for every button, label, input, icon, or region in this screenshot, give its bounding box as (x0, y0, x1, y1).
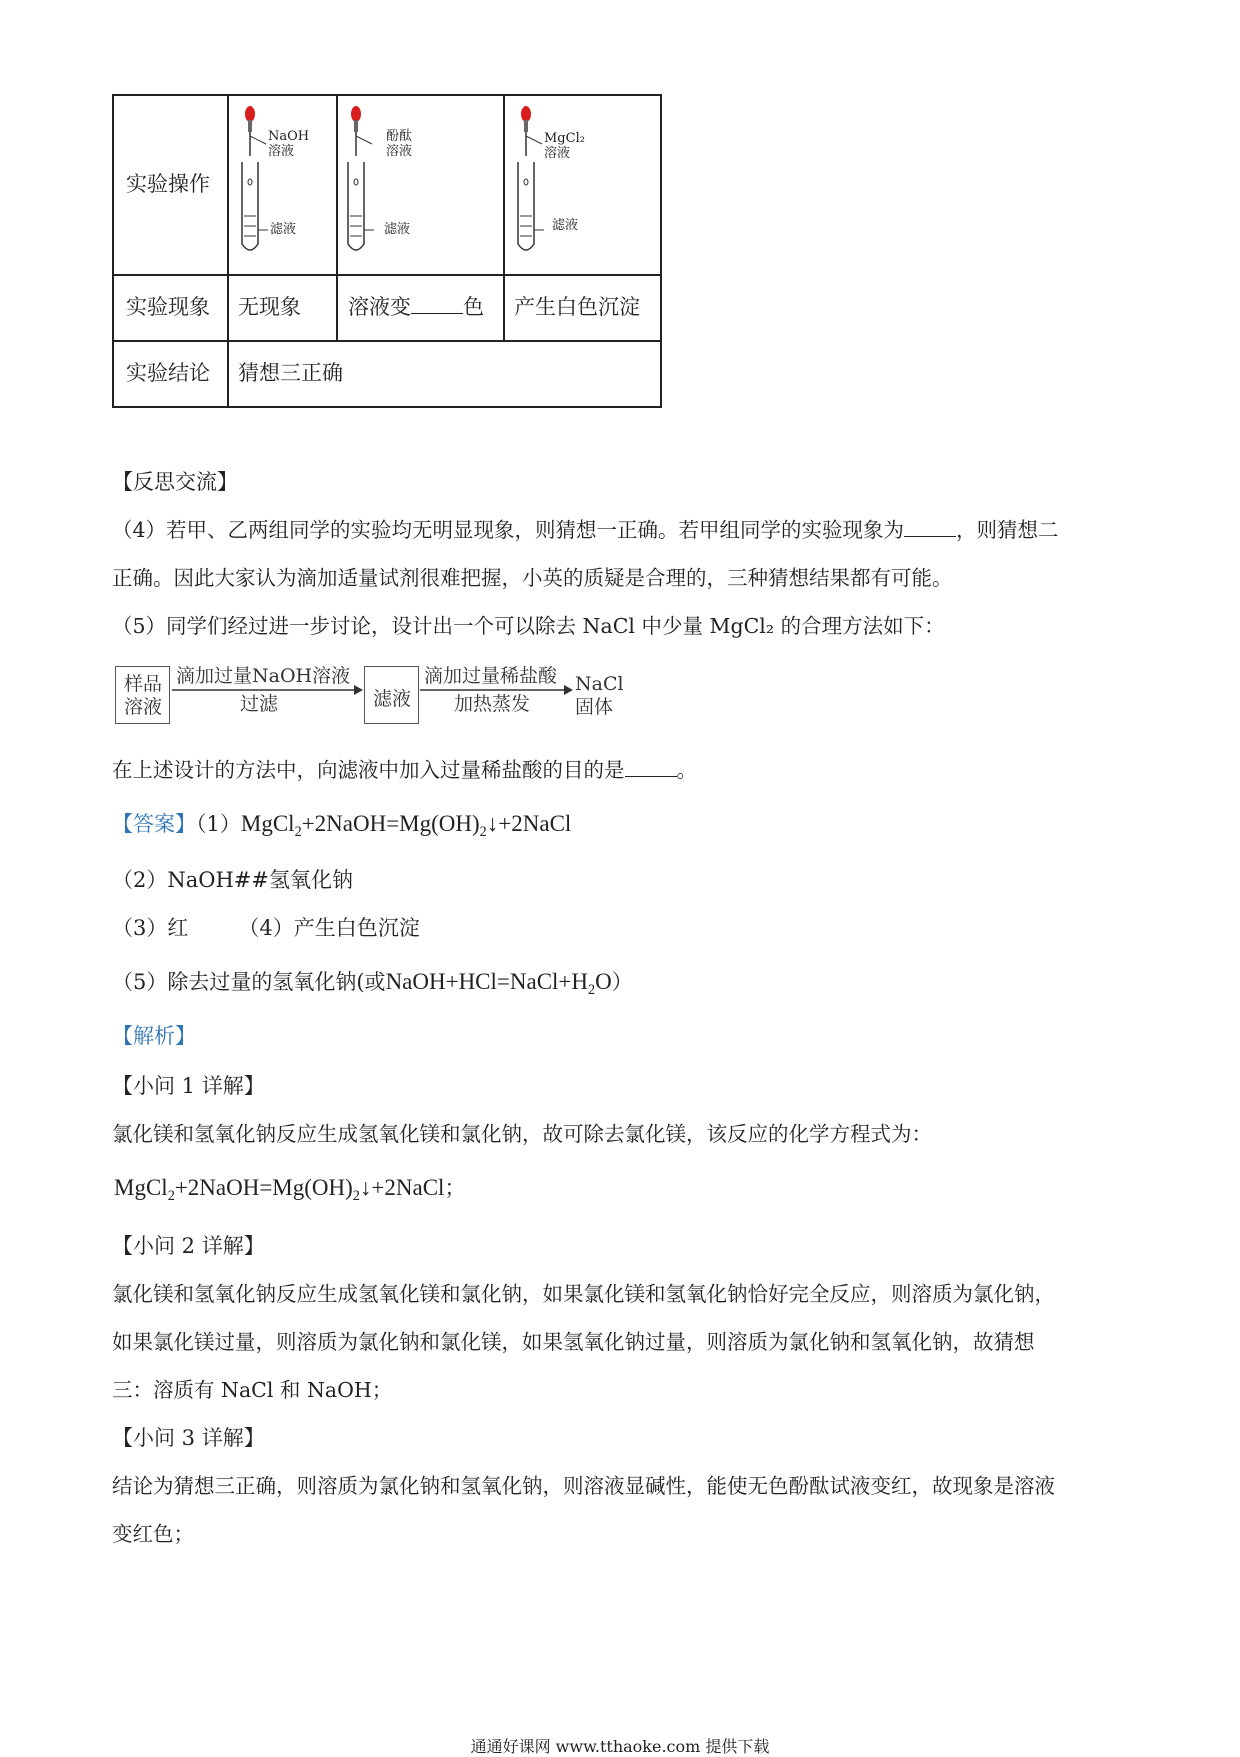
flow-product: NaCl 固体 (575, 673, 624, 718)
sub-question-2-line-2: 如果氯化镁过量，则溶质为氯化钠和氯化镁，如果氢氧化钠过量，则溶质为氯化钠和氢氧化钠，故猜想 (112, 1330, 1035, 1354)
tube2-filtrate-label: 滤液 (384, 222, 411, 237)
dropper-tube-icon (236, 104, 276, 264)
row-label-operation: 实验操作 (126, 172, 210, 196)
phenomenon-col2: 溶液变 色 (348, 295, 484, 319)
answer-line-1: 【答案】$(1)MgCl_2+2NaOH=Mg(OH)_2↓+2NaCl$ (112, 811, 572, 840)
row-label-phenomenon: 实验现象 (126, 295, 210, 319)
answer-label: 【答案】 (112, 812, 196, 836)
arrow-right-icon (172, 684, 364, 696)
sub-question-1-formula: $MgCl_2+2NaOH=Mg(OH)_2↓+2NaCl$； (114, 1175, 466, 1204)
flow-step1-bottom: 过滤 (240, 693, 279, 715)
flow-step1-top: 滴加过量NaOH溶液 (176, 665, 351, 687)
question-4-line-2: 正确。因此大家认为滴加适量试剂很难把握，小英的质疑是合理的，三种猜想结果都有可能。 (112, 566, 953, 590)
question-5-line: （5）同学们经过进一步讨论，设计出一个可以除去 NaCl 中少量 MgCl₂ 的合理方法如下： (112, 614, 945, 638)
answer-line-2: （2）NaOH##氢氧化钠 (112, 868, 353, 892)
experiment-table (112, 94, 662, 408)
sub-question-1-heading: 【小问 1 详解】 (112, 1074, 265, 1098)
flow-step2-bottom: 加热蒸发 (454, 693, 531, 715)
tube1-filtrate-label: 滤液 (270, 222, 297, 237)
flow-filtrate-box: 滤液 (364, 666, 419, 724)
answer-line-5: （5）除去过量的氢氧化钠(或$NaOH+HCl=NaCl+H_2O$） (112, 969, 633, 998)
sub-question-3-heading: 【小问 3 详解】 (112, 1426, 265, 1450)
answer-line-3: （3）红 （4）产生白色沉淀 (112, 916, 420, 940)
tube2-reagent: 酚酞 溶液 (386, 129, 413, 159)
tube3-filtrate-label: 滤液 (552, 218, 579, 233)
dropper-tube-icon (512, 104, 552, 264)
analysis-label: 【解析】 (112, 1024, 196, 1048)
flow-sample-box: 样品 溶液 (115, 666, 170, 724)
reflection-heading: 【反思交流】 (112, 470, 238, 494)
footer-download-note: 通通好课网 www.tthaoke.com 提供下载 (470, 1737, 770, 1756)
tube1-reagent: NaOH 溶液 (268, 129, 310, 159)
question-4-line-1: （4）若甲、乙两组同学的实验均无明显现象，则猜想一正确。若甲组同学的实验现象为 ，则猜想二 (112, 518, 1059, 542)
sub-question-3-line-2: 变红色； (112, 1522, 194, 1546)
sub-question-3-line-1: 结论为猜想三正确，则溶质为氯化钠和氢氧化钠，则溶液显碱性，能使无色酚酞试液变红，故现象是溶液 (112, 1474, 1055, 1498)
arrow-right-icon (420, 684, 574, 696)
sub-question-2-line-1: 氯化镁和氢氧化钠反应生成氢氧化镁和氯化钠，如果氯化镁和氢氧化钠恰好完全反应，则溶质为氯化钠， (112, 1282, 1055, 1306)
conclusion-text: 猜想三正确 (238, 361, 343, 385)
sub-question-2-heading: 【小问 2 详解】 (112, 1234, 265, 1258)
purpose-question: 在上述设计的方法中，向滤液中加入过量稀盐酸的目的是 。 (112, 758, 697, 782)
dropper-tube-icon (342, 104, 382, 264)
flow-step2-top: 滴加过量稀盐酸 (424, 665, 558, 687)
phenomenon-col1: 无现象 (238, 295, 301, 319)
sub-question-1-text: 氯化镁和氢氧化钠反应生成氢氧化镁和氯化钠，故可除去氯化镁，该反应的化学方程式为： (112, 1122, 932, 1146)
row-label-conclusion: 实验结论 (126, 361, 210, 385)
sub-question-2-line-3: 三：溶质有 NaCl 和 NaOH； (112, 1378, 393, 1402)
tube3-reagent: MgCl₂ 溶液 (544, 131, 585, 161)
phenomenon-col3: 产生白色沉淀 (514, 295, 640, 319)
